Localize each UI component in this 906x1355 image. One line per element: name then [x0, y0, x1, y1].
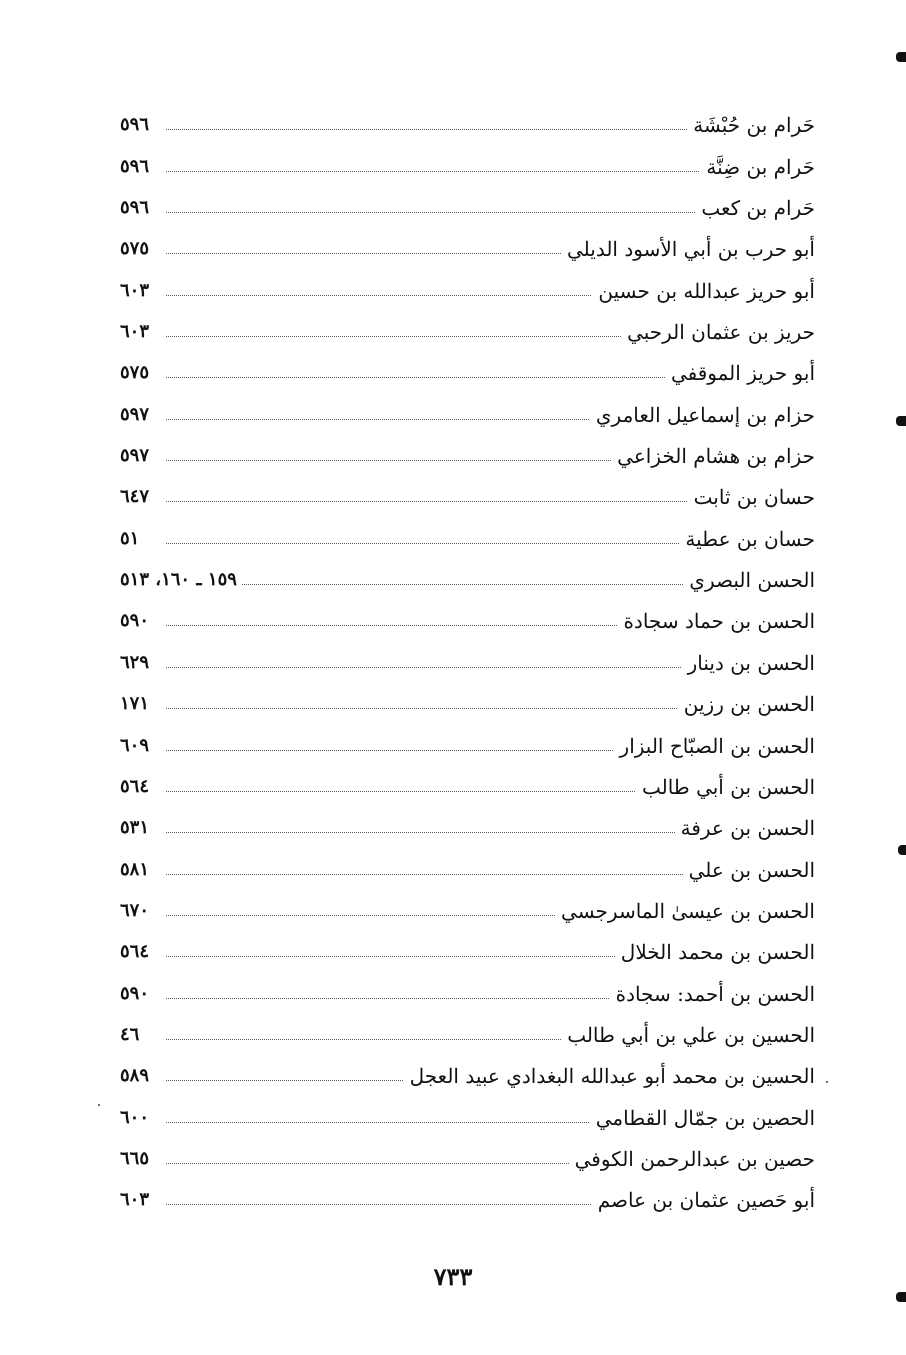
- edge-mark: [896, 52, 906, 62]
- entry-name: حريز بن عثمان الرحبي: [621, 320, 815, 344]
- edge-mark: [896, 416, 906, 426]
- entry-page-numbers: ٦٠٣: [120, 1189, 153, 1210]
- index-entry: [120, 890, 815, 931]
- entry-page-numbers: ٦٠٣: [120, 280, 153, 301]
- entry-page-numbers: ٥٧٥: [120, 238, 153, 259]
- index-entry: [120, 352, 815, 393]
- entry-name: حزام بن هشام الخزاعي: [611, 444, 815, 468]
- entry-page-numbers: ٥١: [120, 528, 143, 549]
- index-entry: [120, 807, 815, 848]
- index-entry: [120, 848, 815, 889]
- index-entry: [120, 517, 815, 558]
- entry-page-numbers: ٥٩٠: [120, 983, 153, 1004]
- stray-dot: [826, 1081, 828, 1083]
- entry-page-numbers: ٥٦٤: [120, 941, 153, 962]
- entry-page-numbers: ٥٩٦: [120, 114, 153, 135]
- entry-name: حَرام بن كعب: [695, 196, 815, 220]
- entry-name: أبو حَصين عثمان بن عاصم: [592, 1188, 815, 1212]
- entry-name: الحسن بن دينار: [682, 651, 815, 675]
- index-entry: [120, 1096, 815, 1137]
- index-entry: [120, 435, 815, 476]
- index-entry: [120, 228, 815, 269]
- index-entry: [120, 269, 815, 310]
- edge-mark: [898, 845, 906, 855]
- index-entry: [120, 1179, 815, 1220]
- entry-page-numbers: ٥٧٥: [120, 362, 153, 383]
- entry-page-numbers: ٥٩٧: [120, 445, 153, 466]
- entry-page-numbers: ٦٤٧: [120, 486, 153, 507]
- index-entry: [120, 104, 815, 145]
- index-entry: [120, 311, 815, 352]
- index-entry: [120, 476, 815, 517]
- entry-page-numbers: ٥٩٦: [120, 156, 153, 177]
- entry-page-numbers: ٥٨١: [120, 859, 153, 880]
- entry-page-numbers: ٥٨٩: [120, 1065, 153, 1086]
- entry-name: الحسن بن عيسىٰ الماسرجسي: [555, 899, 815, 923]
- entry-name: حصين بن عبدالرحمن الكوفي: [569, 1147, 815, 1171]
- entry-name: الحصين بن جمّال القطامي: [590, 1106, 815, 1130]
- index-entry: [120, 972, 815, 1013]
- entry-name: أبو حريز عبدالله بن حسين: [592, 279, 815, 303]
- edge-mark: [896, 1292, 906, 1302]
- entry-page-numbers: ٦٠٩: [120, 735, 153, 756]
- entry-page-numbers: ٦٠٣: [120, 321, 153, 342]
- entry-page-numbers: ٥٩٧: [120, 404, 153, 425]
- index-entry: [120, 641, 815, 682]
- entry-name: حسان بن ثابت: [688, 485, 815, 509]
- entry-name: أبو حريز الموقفي: [665, 361, 815, 385]
- entry-page-numbers: ٦٢٩: [120, 652, 153, 673]
- entry-name: الحسن بن حماد سجادة: [617, 609, 815, 633]
- entry-name: الحسن بن محمد الخلال: [615, 940, 815, 964]
- index-entry: [120, 1138, 815, 1179]
- entry-page-numbers: ٥٦٤: [120, 776, 153, 797]
- entry-name: الحسين بن علي بن أبي طالب: [561, 1023, 815, 1047]
- entry-page-numbers: ١٥٩ ـ ١٦٠، ٥١٣: [120, 569, 241, 590]
- index-entry: [120, 393, 815, 434]
- index-entry: [120, 187, 815, 228]
- entry-name: الحسن بن أبي طالب: [636, 775, 815, 799]
- entry-name: الحسن البصري: [683, 568, 815, 592]
- entry-name: الحسن بن رزين: [678, 692, 815, 716]
- entry-name: الحسن بن الصبّاح البزار: [614, 734, 815, 758]
- index-entry: [120, 559, 815, 600]
- index-list: [120, 104, 815, 1220]
- entry-page-numbers: ١٧١: [120, 693, 153, 714]
- index-entry: [120, 145, 815, 186]
- entry-name: حسان بن عطية: [679, 527, 815, 551]
- index-entry: [120, 1055, 815, 1096]
- index-entry: [120, 600, 815, 641]
- entry-name: الحسن بن أحمد: سجادة: [610, 982, 815, 1006]
- entry-name: حزام بن إسماعيل العامري: [590, 403, 815, 427]
- index-entry: [120, 766, 815, 807]
- entry-page-numbers: ٥٣١: [120, 817, 153, 838]
- index-entry: [120, 724, 815, 765]
- entry-page-numbers: ٥٩٦: [120, 197, 153, 218]
- index-entry: [120, 683, 815, 724]
- entry-page-numbers: ٦٧٠: [120, 900, 153, 921]
- entry-name: الحسن بن عرفة: [675, 816, 815, 840]
- entry-name: أبو حرب بن أبي الأسود الديلي: [561, 237, 815, 261]
- entry-page-numbers: ٦٦٥: [120, 1148, 153, 1169]
- entry-name: حَرام بن حُبْشَة: [687, 113, 815, 137]
- entry-page-numbers: ٦٠٠: [120, 1107, 153, 1128]
- index-entry: [120, 1014, 815, 1055]
- entry-name: الحسين بن محمد أبو عبدالله البغدادي عبيد العجل: [404, 1064, 815, 1088]
- page-number: ٧٣٣: [433, 1262, 473, 1291]
- entry-name: الحسن بن علي: [683, 858, 815, 882]
- stray-dot: [98, 1104, 100, 1106]
- index-entry: [120, 931, 815, 972]
- entry-page-numbers: ٥٩٠: [120, 610, 153, 631]
- entry-name: حَرام بن ضِنَّة: [700, 155, 815, 179]
- entry-page-numbers: ٤٦: [120, 1024, 143, 1045]
